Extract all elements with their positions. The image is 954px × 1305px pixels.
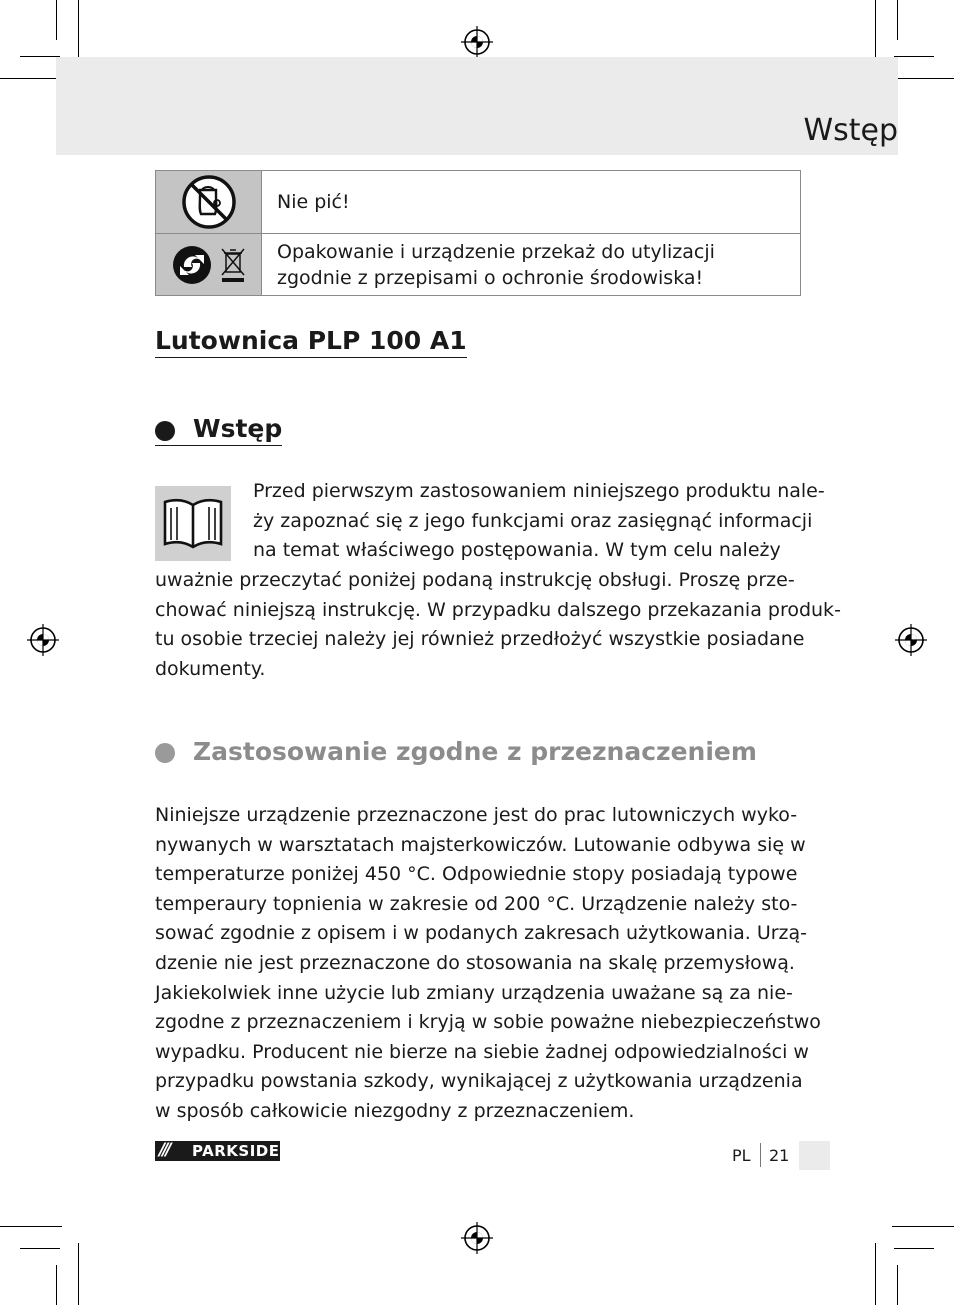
crop-mark <box>56 0 57 40</box>
text-line: temperaury topnienia w zakresie od 200 °C. Urządzenie należy sto- <box>155 892 798 915</box>
crop-mark <box>894 1248 934 1249</box>
footer-tab <box>799 1141 830 1170</box>
language-code: PL <box>732 1146 751 1165</box>
registration-mark-icon <box>460 1221 494 1255</box>
registration-mark-icon <box>460 25 494 59</box>
text-line: w sposób całkowicie niezgodny z przeznaczeniem. <box>155 1099 635 1122</box>
text-line: zgodne z przeznaczeniem i kryją w sobie poważne niebezpieczeństwo <box>155 1011 821 1034</box>
footer-divider <box>760 1143 761 1167</box>
crop-mark <box>892 78 954 79</box>
logo-slashes: /// <box>159 1140 169 1160</box>
parkside-logo <box>155 1141 280 1161</box>
section-title-text: Zastosowanie zgodne z przeznaczeniem <box>193 737 757 766</box>
crop-mark <box>875 0 876 62</box>
section-bullet <box>155 743 175 763</box>
text-line: wypadku. Producent nie bierze na siebie żadnej odpowiedzialności w <box>155 1040 809 1063</box>
crop-mark <box>875 1243 876 1305</box>
table-row <box>156 171 801 234</box>
icon-cell <box>156 234 262 296</box>
crop-mark <box>20 1248 60 1249</box>
text-line: dzenie nie jest przeznaczone do stosowania na skalę przemysłową. <box>155 951 795 974</box>
symbol-description: Nie pić! <box>262 171 801 234</box>
crop-mark <box>0 1226 62 1227</box>
crop-mark <box>892 1226 954 1227</box>
crop-mark <box>894 56 934 57</box>
crop-mark <box>897 0 898 40</box>
text-line: Jakiekolwiek inne użycie lub zmiany urządzenia uważane są za nie- <box>155 981 793 1004</box>
intro-paragraph <box>253 477 825 566</box>
symbol-description: Opakowanie i urządzenie przekaż do utylizacji zgodnie z przepisami o ochronie środowiska! <box>262 234 801 296</box>
section-title-intended-use <box>193 737 757 766</box>
text-line: na temat właściwego postępowania. W tym celu należy <box>253 539 781 562</box>
brand-name: PARKSIDE <box>192 1142 280 1160</box>
section-title-text: Wstęp <box>193 414 283 443</box>
product-title: Lutownica PLP 100 A1 <box>155 326 467 358</box>
icon-cell <box>156 171 262 234</box>
manual-book-icon <box>155 486 231 561</box>
text-line: ży zapoznać się z jego funkcjami oraz zasięgnąć informacji <box>253 509 813 532</box>
text-line: Przed pierwszym zastosowaniem niniejszego produktu nale- <box>253 480 825 502</box>
registration-mark-icon <box>894 623 928 657</box>
text-line: temperaturze poniżej 450 °C. Odpowiednie stopy posiadają typowe <box>155 863 798 886</box>
text-line: dokumenty. <box>155 657 266 680</box>
text-line: sować zgodnie z opisem i w podanych zakresach użytkowania. Urzą- <box>155 922 808 945</box>
crop-mark <box>56 1265 57 1305</box>
manual-icon-box <box>155 486 231 561</box>
text-line: chować niniejszą instrukcję. W przypadku dalszego przekazania produk- <box>155 598 841 621</box>
page-number: 21 <box>769 1146 790 1165</box>
text-line: nywanych w warsztatach majsterkowiczów. Lutowanie odbywa się w <box>155 833 806 856</box>
intro-paragraph-continued <box>155 566 841 684</box>
text-line: tu osobie trzeciej należy jej również przedłożyć wszystkie posiadane <box>155 628 805 651</box>
crop-mark <box>20 56 60 57</box>
crossed-out-bin-icon <box>220 245 246 285</box>
text-line: przypadku powstania szkody, wynikającej z użytkowania urządzenia <box>155 1070 803 1093</box>
text-line: uważnie przeczytać poniżej podaną instrukcję obsługi. Proszę prze- <box>155 569 795 591</box>
intended-use-paragraph <box>155 801 821 1127</box>
no-drinking-icon <box>180 173 238 231</box>
text-line: Niniejsze urządzenie przeznaczone jest do prac lutowniczych wyko- <box>155 804 798 826</box>
recycling-icon <box>172 245 212 285</box>
table-row <box>156 234 801 296</box>
crop-mark <box>78 1243 79 1305</box>
crop-mark <box>897 1265 898 1305</box>
section-title-intro <box>155 414 282 446</box>
header-band <box>56 57 898 155</box>
registration-mark-icon <box>26 623 60 657</box>
page-title: Wstęp <box>803 113 898 148</box>
crop-mark <box>78 0 79 62</box>
symbols-table <box>155 170 801 296</box>
crop-mark <box>0 78 62 79</box>
